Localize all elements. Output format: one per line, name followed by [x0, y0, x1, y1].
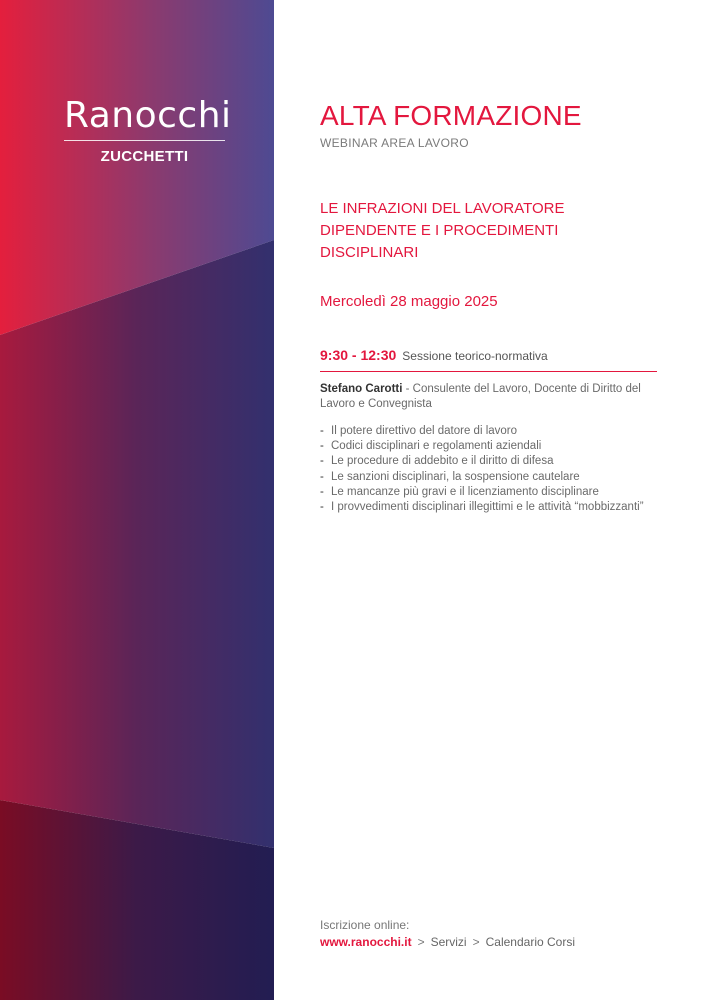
speaker-info [320, 382, 655, 412]
breadcrumb-separator: > [417, 935, 425, 949]
logo-subbrand: ZUCCHETTI [100, 148, 189, 165]
calendario-corsi-link[interactable]: Calendario Corsi [485, 935, 575, 949]
topic-text: Codici disciplinari e regolamenti aziendali [331, 440, 542, 453]
bullet-dash: - [320, 440, 324, 453]
topic-text: Le procedure di addebito e il diritto di difesa [331, 455, 554, 468]
topic-text: Le sanzioni disciplinari, la sospensione cautelare [331, 470, 580, 483]
page-subtitle: WEBINAR AREA LAVORO [320, 136, 469, 150]
footer-breadcrumb [320, 933, 660, 951]
bullet-dash: - [320, 470, 324, 483]
topic-text: I provvedimenti disciplinari illegittimi e le attività “mobbizzanti” [331, 501, 644, 514]
topic-text: Le mancanze più gravi e il licenziamento disciplinare [331, 485, 599, 498]
bullet-dash: - [320, 425, 324, 437]
session-header [320, 347, 657, 372]
ranocchi-zucchetti-logo [64, 95, 232, 166]
list-item [320, 485, 665, 500]
list-item [320, 454, 665, 469]
servizi-link[interactable]: Servizi [430, 935, 467, 949]
course-title: LE INFRAZIONI DEL LAVORATORE DIPENDENTE E I PROCEDIMENTI DISCIPLINARI [320, 200, 565, 261]
bullet-dash: - [320, 485, 324, 498]
speaker-name: Stefano Carotti [320, 383, 403, 395]
bullet-dash: - [320, 501, 324, 514]
registration-footer [320, 917, 660, 951]
website-link[interactable]: www.ranocchi.it [320, 935, 412, 949]
bullet-dash: - [320, 455, 324, 468]
speaker-description: - Consulente del Lavoro, Docente di Diritto del Lavoro e Convegnista [320, 383, 641, 410]
registration-label: Iscrizione online: [320, 918, 410, 932]
sidebar-band-middle [0, 240, 274, 848]
session-label: Sessione teorico-normativa [402, 349, 548, 363]
logo-divider [64, 140, 225, 141]
list-item [320, 439, 665, 454]
decorative-sidebar [0, 0, 274, 1000]
breadcrumb-separator: > [472, 935, 480, 949]
topics-list [320, 424, 665, 515]
session-time: 9:30 - 12:30 [320, 347, 397, 363]
course-date: Mercoledì 28 maggio 2025 [320, 293, 498, 310]
list-item [320, 500, 665, 515]
list-item [320, 470, 665, 485]
page-title: ALTA FORMAZIONE [320, 100, 582, 131]
logo-wordmark: Ranocchi [64, 95, 232, 136]
list-item [320, 424, 665, 439]
topic-text: Il potere direttivo del datore di lavoro [331, 425, 518, 437]
